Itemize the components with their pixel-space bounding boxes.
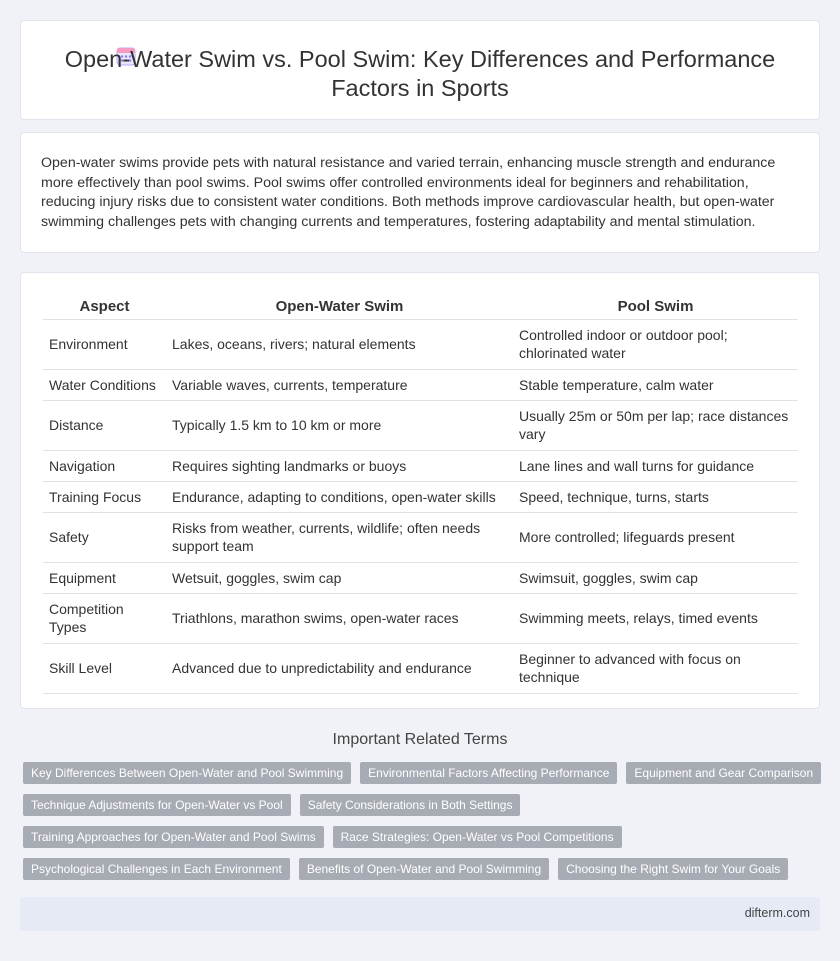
table-cell: Speed, technique, turns, starts (513, 481, 798, 512)
related-term-tag[interactable]: Psychological Challenges in Each Environment (23, 858, 290, 880)
title-card (20, 20, 820, 120)
column-header-pool: Pool Swim (513, 291, 798, 319)
table-row (43, 481, 798, 512)
table-cell: Navigation (43, 450, 166, 481)
related-term-tag[interactable]: Choosing the Right Swim for Your Goals (558, 858, 788, 880)
table-row (43, 593, 798, 643)
intro-card (20, 132, 820, 253)
footer-bar (20, 897, 820, 931)
table-cell: Endurance, adapting to conditions, open-water skills (166, 481, 513, 512)
table-cell: Controlled indoor or outdoor pool; chlorinated water (513, 319, 798, 369)
table-cell: Safety (43, 512, 166, 562)
tag-row (23, 826, 823, 848)
intro-paragraph: Open-water swims provide pets with natural resistance and varied terrain, enhancing muscle strength and endurance more effectively than pool swims. Pool swims offer controlled environments ideal for beginners and rehabilitation, reducing injury risks due to consistent water conditions. Both methods improve cardiovascular health, but open-water swimming challenges pets with changing currents and temperatures, fostering adaptability and mental stimulation. (41, 155, 776, 230)
table-cell: Typically 1.5 km to 10 km or more (166, 400, 513, 450)
comparison-card (20, 272, 820, 709)
table-cell: Lane lines and wall turns for guidance (513, 450, 798, 481)
related-term-tag[interactable]: Key Differences Between Open-Water and Pool Swimming (23, 762, 351, 784)
table-cell: Distance (43, 400, 166, 450)
tag-row (23, 858, 823, 880)
table-cell: Competition Types (43, 593, 166, 643)
related-term-tag[interactable]: Race Strategies: Open-Water vs Pool Competitions (333, 826, 622, 848)
related-term-tag[interactable]: Technique Adjustments for Open-Water vs Pool (23, 794, 291, 816)
related-terms-heading: Important Related Terms (332, 731, 508, 748)
table-cell: Skill Level (43, 643, 166, 693)
related-terms-list (23, 762, 823, 890)
table-cell: Water Conditions (43, 369, 166, 400)
table-cell: Risks from weather, currents, wildlife; often needs support team (166, 512, 513, 562)
tag-row (23, 762, 823, 784)
related-term-tag[interactable]: Safety Considerations in Both Settings (300, 794, 521, 816)
table-cell: Usually 25m or 50m per lap; race distances vary (513, 400, 798, 450)
table-row (43, 512, 798, 562)
related-term-tag[interactable]: Environmental Factors Affecting Performance (360, 762, 617, 784)
table-row (43, 562, 798, 593)
related-term-tag[interactable]: Training Approaches for Open-Water and Pool Swims (23, 826, 324, 848)
table-row (43, 450, 798, 481)
comparison-table (43, 291, 798, 694)
table-cell: Training Focus (43, 481, 166, 512)
table-cell: Equipment (43, 562, 166, 593)
table-row (43, 369, 798, 400)
footer-site-link[interactable]: difterm.com (744, 906, 810, 920)
page-title: Open-Water Swim vs. Pool Swim: Key Differences and Performance Factors in Sports (64, 46, 776, 101)
related-term-tag[interactable]: Equipment and Gear Comparison (626, 762, 821, 784)
table-cell: Stable temperature, calm water (513, 369, 798, 400)
table-cell: Wetsuit, goggles, swim cap (166, 562, 513, 593)
table-cell: Lakes, oceans, rivers; natural elements (166, 319, 513, 369)
table-cell: Variable waves, currents, temperature (166, 369, 513, 400)
table-row (43, 400, 798, 450)
table-row (43, 319, 798, 369)
table-cell: More controlled; lifeguards present (513, 512, 798, 562)
table-cell: Swimsuit, goggles, swim cap (513, 562, 798, 593)
table-header-row (43, 291, 798, 319)
table-cell: Swimming meets, relays, timed events (513, 593, 798, 643)
table-cell: Environment (43, 319, 166, 369)
related-term-tag[interactable]: Benefits of Open-Water and Pool Swimming (299, 858, 549, 880)
table-cell: Beginner to advanced with focus on technique (513, 643, 798, 693)
tag-row (23, 794, 823, 816)
table-cell: Advanced due to unpredictability and endurance (166, 643, 513, 693)
table-row (43, 643, 798, 693)
column-header-aspect: Aspect (43, 291, 166, 319)
table-cell: Requires sighting landmarks or buoys (166, 450, 513, 481)
column-header-open-water: Open-Water Swim (166, 291, 513, 319)
table-cell: Triathlons, marathon swims, open-water races (166, 593, 513, 643)
